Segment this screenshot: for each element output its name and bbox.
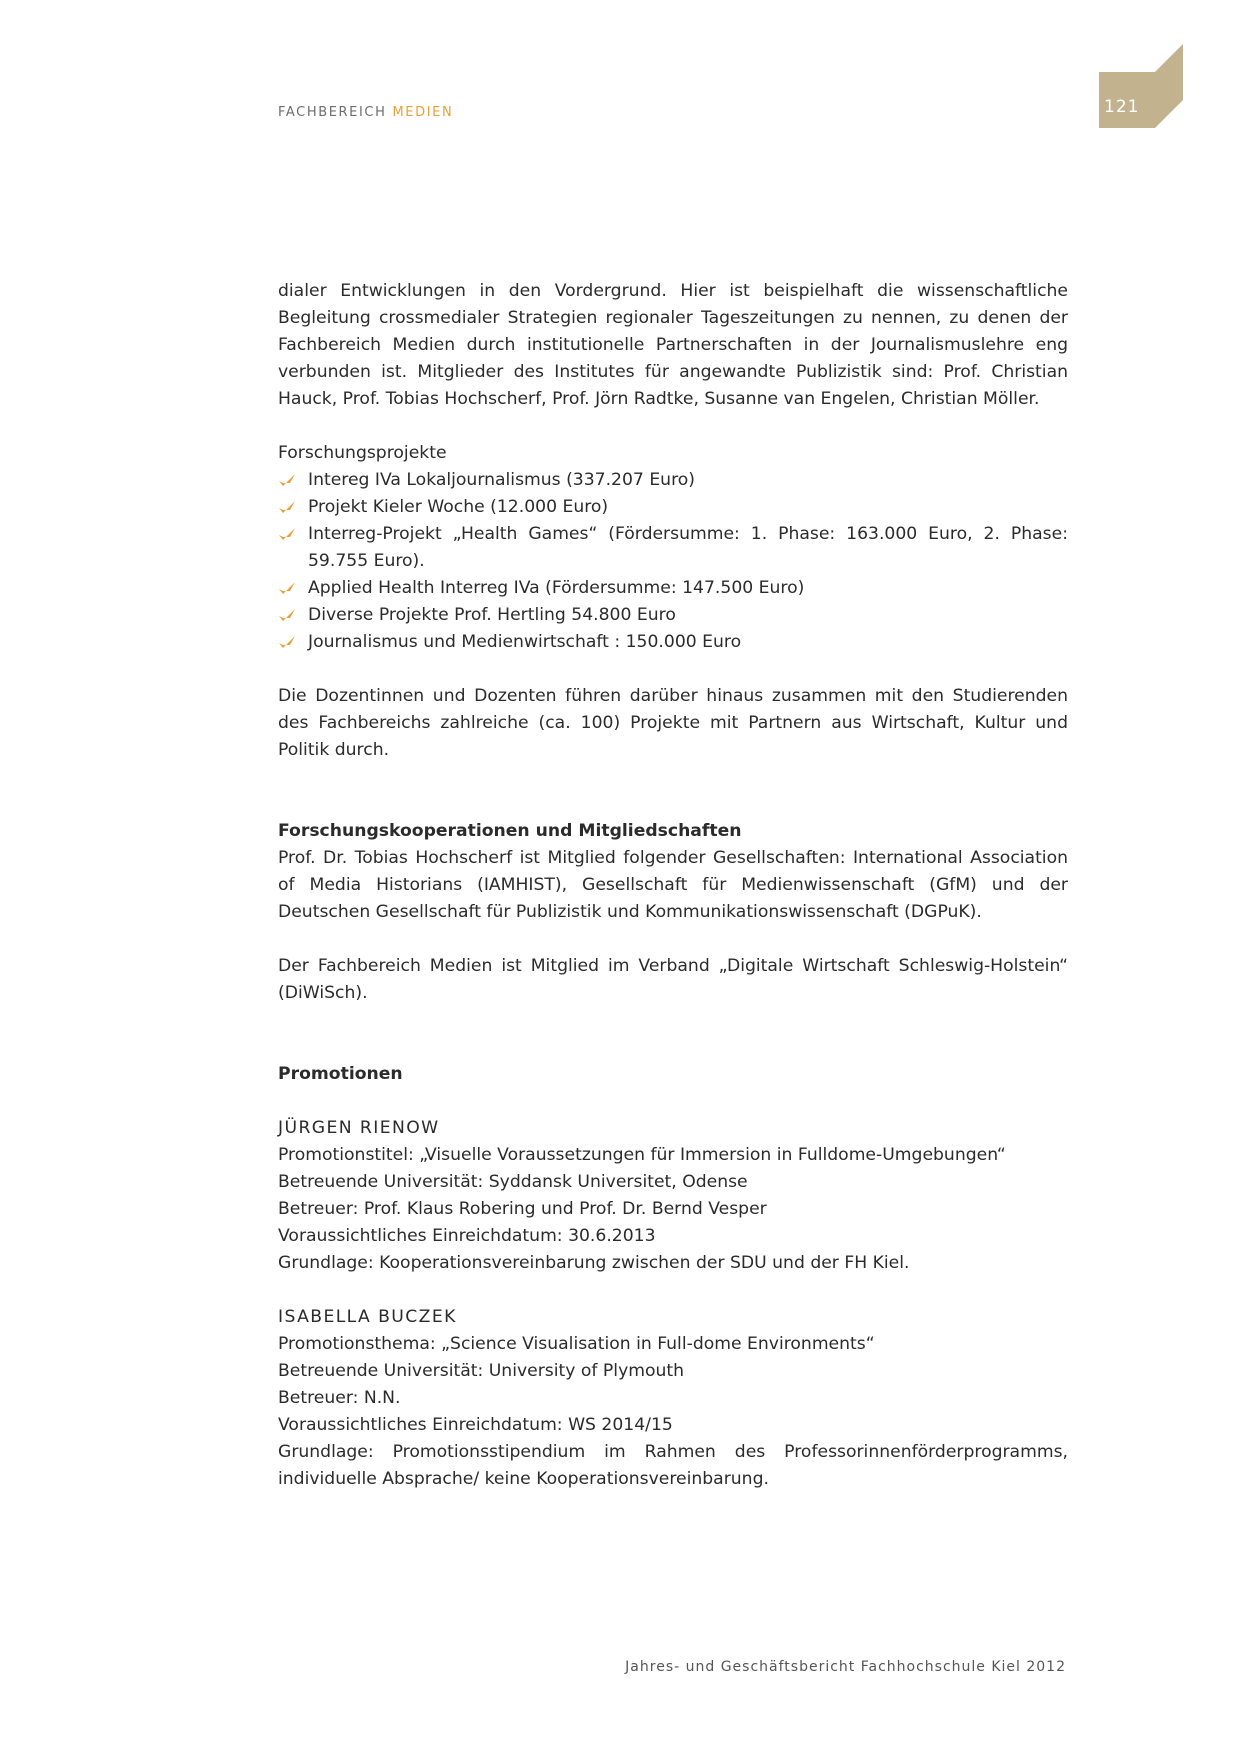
promotion-entry	[278, 1304, 1068, 1493]
candidate-name: ISABELLA BUCZEK	[278, 1307, 457, 1327]
projects-closing: Die Dozentinnen und Dozenten führen darüber hinaus zusammen mit den Studierenden des Fachbereichs zahlreiche (ca. 100) Projekte mit Partnern aus Wirtschaft, Kultur und Politik durch.	[278, 686, 1068, 760]
list-item: Journalismus und Medienwirtschaft : 150.000 Euro	[278, 629, 1068, 656]
projects-title: Forschungsprojekte	[278, 443, 447, 463]
list-item: Interreg-Projekt „Health Games“ (Fördersumme: 1. Phase: 163.000 Euro, 2. Phase: 59.755 Euro).	[278, 521, 1068, 575]
running-header	[278, 105, 453, 120]
promotion-line: Betreuer: Prof. Klaus Robering und Prof. Dr. Bernd Vesper	[278, 1199, 767, 1219]
cooperation-paragraph-1: Prof. Dr. Tobias Hochscherf ist Mitglied folgender Gesellschaften: International Association of Media Historians (IAMHIST), Gesellschaft für Medienwissenschaft (GfM) und der Deutschen Gesellschaft für Publizistik und Kommunikationswissenschaft (DGPuK).	[278, 848, 1068, 922]
promotion-entry	[278, 1115, 1068, 1277]
promotion-line: Voraussichtliches Einreichdatum: 30.6.2013	[278, 1226, 656, 1246]
intro-paragraph: dialer Entwicklungen in den Vordergrund. Hier ist beispielhaft die wissenschaftliche Begleitung crossmedialer Strategien regionaler Tageszeitungen zu nennen, zu denen der Fachbereich Medien durch institutionelle Partnerschaften in der Journalismuslehre eng verbunden ist. Mitglieder des Institutes für angewandte Publizistik sind: Prof. Christian Hauck, Prof. Tobias Hochscherf, Prof. Jörn Radtke, Susanne van Engelen, Christian Möller.	[278, 281, 1068, 409]
orange-check-arrow-icon	[278, 526, 296, 542]
list-item: Intereg IVa Lokaljournalismus (337.207 Euro)	[278, 467, 1068, 494]
list-item: Diverse Projekte Prof. Hertling 54.800 Euro	[278, 602, 1068, 629]
candidate-name: JÜRGEN RIENOW	[278, 1118, 440, 1138]
main-content	[278, 278, 1068, 1493]
promotion-line: Betreuende Universität: University of Plymouth	[278, 1361, 685, 1381]
cooperation-paragraph-2: Der Fachbereich Medien ist Mitglied im Verband „Digitale Wirtschaft Schleswig-Holstein“ (DiWiSch).	[278, 956, 1068, 1003]
promotion-line: Betreuende Universität: Syddansk Universitet, Odense	[278, 1172, 748, 1192]
promotion-line: Promotionsthema: „Science Visualisation in Full-dome Environments“	[278, 1334, 875, 1354]
promotions-heading: Promotionen	[278, 1064, 403, 1084]
list-item: Applied Health Interreg IVa (Fördersumme: 147.500 Euro)	[278, 575, 1068, 602]
list-item: Projekt Kieler Woche (12.000 Euro)	[278, 494, 1068, 521]
header-accent: MEDIEN	[392, 105, 454, 120]
orange-check-arrow-icon	[278, 472, 296, 488]
orange-check-arrow-icon	[278, 580, 296, 596]
orange-check-arrow-icon	[278, 634, 296, 650]
page-footer: Jahres- und Geschäftsbericht Fachhochschule Kiel 2012	[625, 1659, 1066, 1675]
header-section: FACHBEREICH	[278, 105, 387, 120]
promotion-line: Voraussichtliches Einreichdatum: WS 2014/15	[278, 1415, 673, 1435]
projects-list	[278, 467, 1068, 656]
promotion-line: Betreuer: N.N.	[278, 1388, 401, 1408]
page-number: 121	[1104, 97, 1140, 117]
promotion-line: Promotionstitel: „Visuelle Voraussetzungen für Immersion in Fulldome-Umgebungen“	[278, 1145, 1006, 1165]
orange-check-arrow-icon	[278, 607, 296, 623]
orange-check-arrow-icon	[278, 499, 296, 515]
cooperation-heading: Forschungskooperationen und Mitgliedschaften	[278, 821, 742, 841]
promotion-line: Grundlage: Kooperationsvereinbarung zwischen der SDU und der FH Kiel.	[278, 1253, 910, 1273]
promotion-line: Grundlage: Promotionsstipendium im Rahmen des Professorinnenförderprogramms, individuelle Absprache/ keine Kooperationsvereinbarung.	[278, 1442, 1068, 1489]
